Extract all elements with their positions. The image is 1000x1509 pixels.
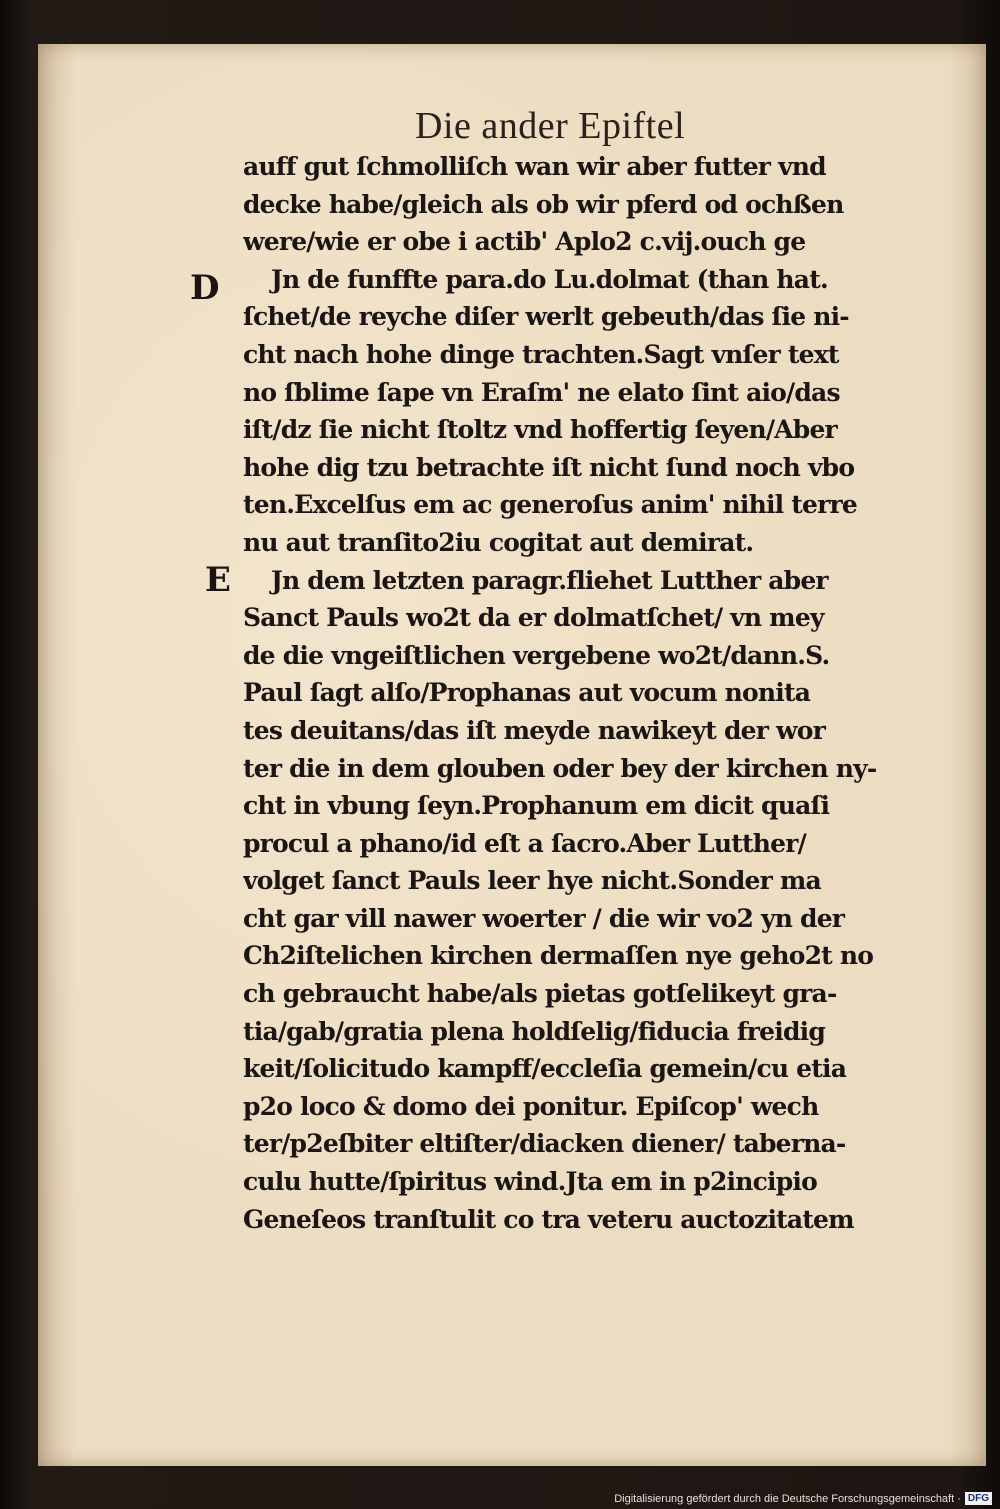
text-line: keit/ſolicitudo kampff/eccleſia gemein/cu etia — [243, 1054, 847, 1084]
margin-mark-e: E — [205, 560, 231, 600]
text-line: iſt/dz ſie nicht ſtoltz vnd hoffertig ſeyen/Aber — [243, 415, 837, 445]
footer-credit: Digitalisierung gefördert durch die Deutsche Forschungsgemeinschaft · — [614, 1492, 961, 1505]
text-line: were/wie er obe i actib' Aplo2 c.vij.ouch ge — [243, 227, 806, 257]
text-line: procul a phano/id eſt a ſacro.Aber Lutther/ — [243, 828, 806, 858]
text-line: Paul ſagt alſo/Prophanas aut vocum nonita — [243, 678, 811, 708]
text-line: Sanct Pauls wo2t da er dolmatſchet/ vn mey — [243, 603, 824, 633]
text-line: no ſblime ſape vn Eraſm' ne elato ſint aio/das — [243, 377, 840, 407]
text-line: Geneſeos tranſtulit co tra veteru auctozitatem — [243, 1204, 854, 1234]
text-line: cht in vbung ſeyn.Prophanum em dicit quaſi — [243, 791, 830, 821]
text-line: volget ſanct Pauls leer hye nicht.Sonder ma — [243, 866, 821, 896]
dfg-logo: DFG — [965, 1492, 992, 1505]
body-text — [243, 148, 908, 1238]
text-line: cht nach hohe dinge trachten.Sagt vnſer text — [243, 339, 839, 369]
text-line: ten.Excelſus em ac generoſus anim' nihil terre — [243, 490, 857, 520]
text-line: auff gut ſchmolliſch wan wir aber futter vnd — [243, 152, 826, 181]
text-line: p2o loco & domo dei ponitur. Epiſcop' wech — [243, 1091, 819, 1121]
text-line: culu hutte/ſpiritus wind.Jta em in p2incipio — [243, 1167, 817, 1197]
text-line: ch gebraucht habe/als pietas gotſelikeyt gra- — [243, 979, 837, 1009]
text-line: hohe dig tzu betrachte iſt nicht ſund noch vbo — [243, 452, 855, 482]
text-line: tes deuitans/das iſt meyde nawikeyt der wor — [243, 715, 825, 745]
text-line: ter die in dem glouben oder bey der kirchen ny- — [243, 753, 877, 783]
text-line: Jn dem letzten paragr.fliehet Lutther aber — [271, 565, 828, 595]
text-line: Ch2iſtelichen kirchen dermaſſen nye geho2t no — [243, 941, 874, 971]
text-line: de die vngeiſtlichen vergebene wo2t/dann.S. — [243, 640, 830, 670]
text-line: cht gar vill nawer woerter / die wir vo2 yn der — [243, 903, 845, 933]
running-head: Die ander Epiftel — [415, 105, 686, 147]
text-line: decke habe/gleich als ob wir pferd od ochßen — [243, 189, 844, 219]
text-line: tia/gab/gratia plena holdſelig/fiducia freidig — [243, 1016, 826, 1046]
text-line: Jn de funffte para.do Lu.dolmat (than hat. — [271, 264, 828, 294]
digitization-footer — [614, 1492, 992, 1505]
text-line: ſchet/de reyche diſer werlt gebeuth/das ſie ni- — [243, 302, 849, 332]
text-line: ter/p2eſbiter eltiſter/diacken diener/ taberna- — [243, 1129, 846, 1159]
text-line: nu aut tranſito2iu cogitat aut demirat. — [243, 527, 754, 557]
margin-mark-d: D — [190, 268, 220, 308]
